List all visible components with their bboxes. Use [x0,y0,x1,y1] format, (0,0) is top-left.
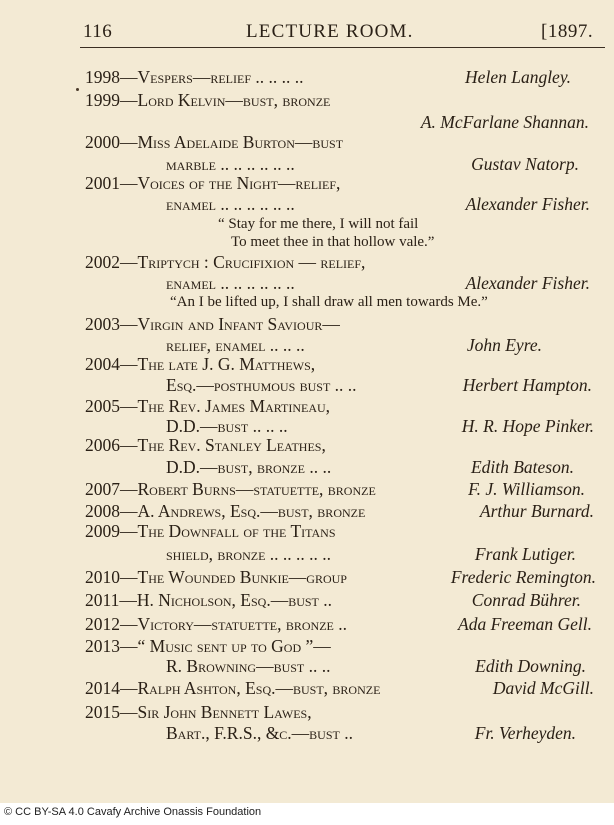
entry-artist: Gustav Natorp. [471,154,579,174]
entry-description: Esq.—posthumous bust .. .. [166,375,357,395]
entry-description: 2002—Triptych : Crucifixion — relief, [85,252,366,272]
entry-artist: John Eyre. [466,335,542,355]
entry-description: 2000—Miss Adelaide Burton—bust [85,132,344,152]
entry-artist: F. J. Williamson. [468,479,585,499]
entry-line [0,395,614,417]
entry-line [0,172,614,194]
entry-line [0,313,614,335]
entry-line [0,520,614,542]
entry-line [0,589,614,611]
entry-description: R. Browning—bust .. .. [166,656,331,676]
entry-line [0,613,614,635]
entry-line [0,635,614,657]
entry-artist: Edith Bateson. [470,457,574,477]
entry-description: 1998—Vespers—relief .. .. .. .. [85,67,304,87]
page-title: LECTURE ROOM. [246,21,414,42]
entry-description: relief, enamel .. .. .. [166,335,305,355]
entry-description: 2007—Robert Burns—statuette, bronze [85,479,376,499]
entry-artist: Alexander Fisher. [465,273,590,293]
entry-description: enamel .. .. .. .. .. .. [166,194,295,214]
entry-description: 2005—The Rev. James Martineau, [85,396,331,416]
entry-artist: Frank Lutiger. [474,544,576,564]
entry-artist: H. R. Hope Pinker. [461,416,594,436]
entry-description: 2011—H. Nicholson, Esq.—bust .. [85,590,332,610]
entry-artist: Herbert Hampton. [462,375,592,395]
entry-description: enamel .. .. .. .. .. .. [166,273,295,293]
entry-artist: Arthur Burnard. [479,501,594,521]
entry-quote: To meet thee in that hollow vale.” [231,234,435,250]
entry-line [0,478,614,500]
entry-line [0,543,614,565]
entry-line [0,66,614,88]
entry-description: 2006—The Rev. Stanley Leathes, [85,435,326,455]
entry-line [0,251,614,273]
entry-artist: Ada Freeman Gell. [458,614,592,634]
entry-artist: Helen Langley. [465,67,571,87]
entry-quote: “ Stay for me there, I will not fail [218,216,419,232]
entry-description: Bart., F.R.S., &c.—bust .. [166,723,353,743]
header-rule [80,47,605,48]
entry-line [0,500,614,522]
entry-artist: David McGill. [492,678,594,698]
entry-description: marble .. .. .. .. .. .. [166,154,295,174]
entry-description: 2009—The Downfall of the Titans [85,521,336,541]
license-footer [0,803,614,825]
entry-description: 1999—Lord Kelvin—bust, bronze [85,90,331,110]
entry-line [0,722,614,744]
entry-description: 2010—The Wounded Bunkie—group [85,567,347,587]
entry-line [0,111,614,133]
entry-artist: Edith Downing. [475,656,586,676]
entry-description: 2014—Ralph Ashton, Esq.—bust, bronze [85,678,381,698]
entry-artist: Alexander Fisher. [465,194,590,214]
entry-line [0,193,614,215]
entry-description: 2008—A. Andrews, Esq.—bust, bronze [85,501,366,521]
entry-description: D.D.—bust, bronze .. .. [166,457,332,477]
entry-artist: Conrad Bührer. [471,590,581,610]
page-number: 116 [83,21,113,42]
entry-description: D.D.—bust .. .. .. [166,416,288,436]
entry-description: shield, bronze .. .. .. .. .. [166,544,332,564]
entry-line [0,353,614,375]
entry-artist: Frederic Remington. [450,567,596,587]
entry-line [0,677,614,699]
entry-line [0,231,614,253]
entry-description: 2015—Sir John Bennett Lawes, [85,702,312,722]
entry-artist: Fr. Verheyden. [474,723,576,743]
entry-line [0,701,614,723]
page-year: [1897. [541,21,594,42]
entry-line [0,131,614,153]
entry-artist: A. McFarlane Shannan. [420,112,589,132]
entry-description: 2003—Virgin and Infant Saviour— [85,314,340,334]
entry-quote: “An I be lifted up, I shall draw all men towards Me.” [170,294,488,310]
entry-description: 2004—The late J. G. Matthews, [85,354,316,374]
entry-line [0,566,614,588]
entry-line [0,89,614,111]
entry-description: 2013—“ Music sent up to God ”— [85,636,331,656]
entry-description: 2001—Voices of the Night—relief, [85,173,341,193]
license-credit: © CC BY-SA 4.0 Cavafy Archive Onassis Foundation [4,806,262,818]
entry-description: 2012—Victory—statuette, bronze .. [85,614,347,634]
entry-line [0,291,614,313]
entry-line [0,655,614,677]
entry-line [0,374,614,396]
entry-line [0,456,614,478]
entry-line [0,434,614,456]
